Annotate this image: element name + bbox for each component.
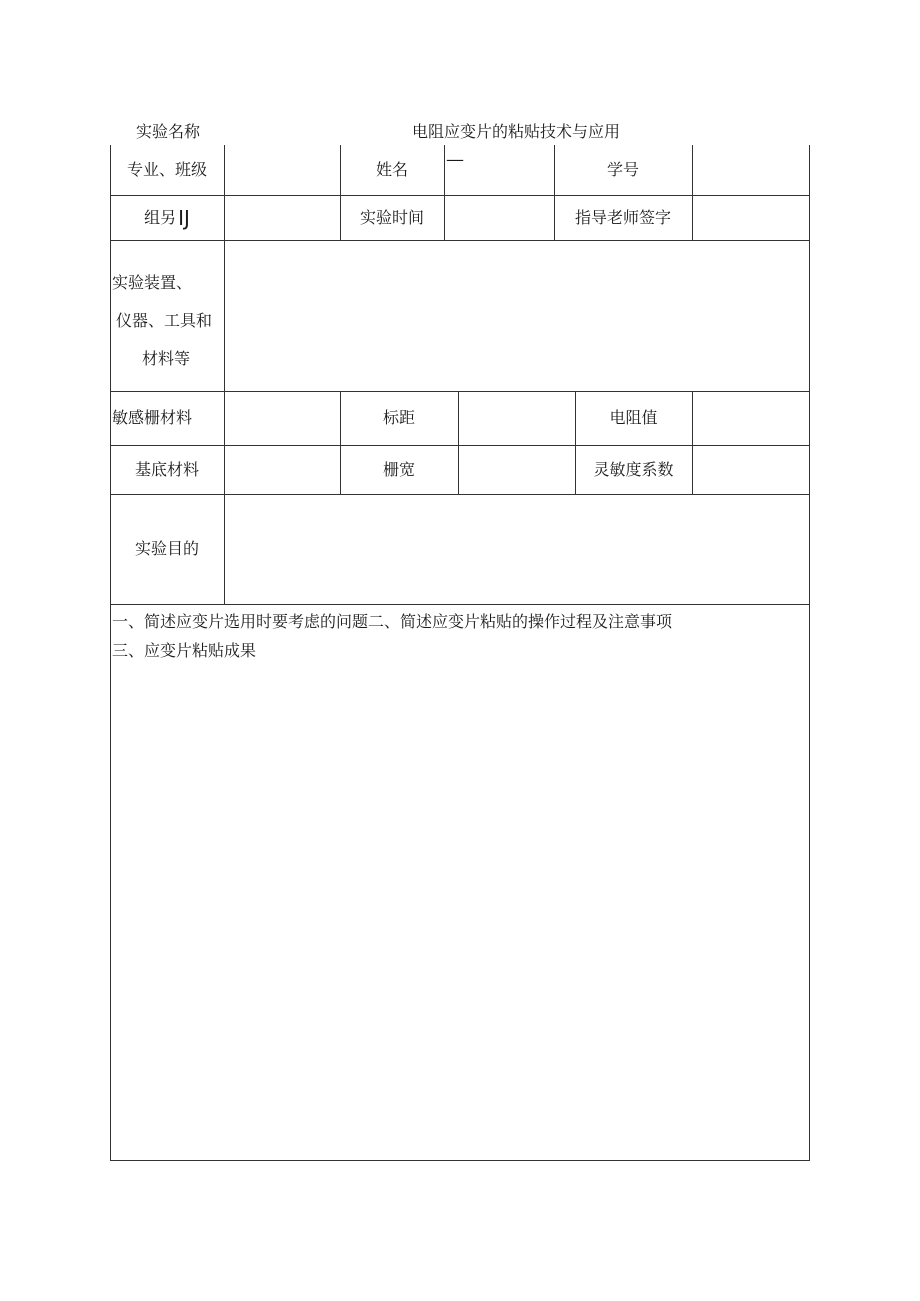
base-material-label: 基底材料 [134, 459, 199, 479]
group-label: 组另 [144, 207, 177, 227]
equipment-label-line1: 实验装置、 [112, 273, 193, 292]
equipment-field[interactable] [224, 240, 809, 391]
student-id-label: 学号 [606, 160, 639, 179]
student-name-value: — [446, 149, 464, 170]
student-name-field[interactable] [444, 145, 554, 195]
experiment-title: 电阻应变片的粘贴技术与应用 [411, 122, 620, 141]
equipment-label-line3: 材料等 [142, 349, 191, 368]
teacher-signature-label: 指导老师签字 [574, 207, 671, 227]
purpose-label: 实验目的 [134, 539, 199, 558]
grid-width-field[interactable] [458, 445, 575, 494]
sensitivity-field[interactable] [692, 445, 809, 494]
experiment-name-label: 实验名称 [135, 122, 200, 141]
content-line-2: 三、应变片粘贴成果 [112, 641, 257, 660]
group-value: IJ [178, 205, 190, 230]
content-line-1: 一、简述应变片选用时要考虑的问题二、简述应变片粘贴的操作过程及注意事项 [112, 612, 673, 631]
major-class-field[interactable] [224, 145, 340, 195]
grid-material-field[interactable] [224, 391, 340, 445]
teacher-signature-field[interactable] [692, 195, 809, 240]
group-label-cell [110, 195, 224, 240]
equipment-label-line2: 仪器、工具和 [116, 311, 213, 330]
grid-material-label: 敏感栅材料 [112, 408, 193, 427]
base-material-field[interactable] [224, 445, 340, 494]
equipment-label [110, 264, 224, 378]
grid-width-label: 栅宽 [382, 459, 415, 479]
experiment-time-field[interactable] [444, 195, 554, 240]
resistance-field[interactable] [692, 391, 809, 445]
major-class-label: 专业、班级 [126, 160, 207, 179]
gauge-length-field[interactable] [458, 391, 575, 445]
group-field[interactable] [224, 195, 340, 240]
experiment-time-label: 实验时间 [359, 207, 424, 227]
student-name-label: 姓名 [375, 160, 408, 179]
gauge-length-label: 标距 [382, 408, 415, 427]
sensitivity-label: 灵敏度系数 [593, 459, 674, 479]
student-id-field[interactable] [692, 145, 809, 195]
report-content-area[interactable] [112, 607, 808, 665]
resistance-label: 电阻值 [609, 408, 658, 427]
purpose-field[interactable] [224, 494, 809, 604]
